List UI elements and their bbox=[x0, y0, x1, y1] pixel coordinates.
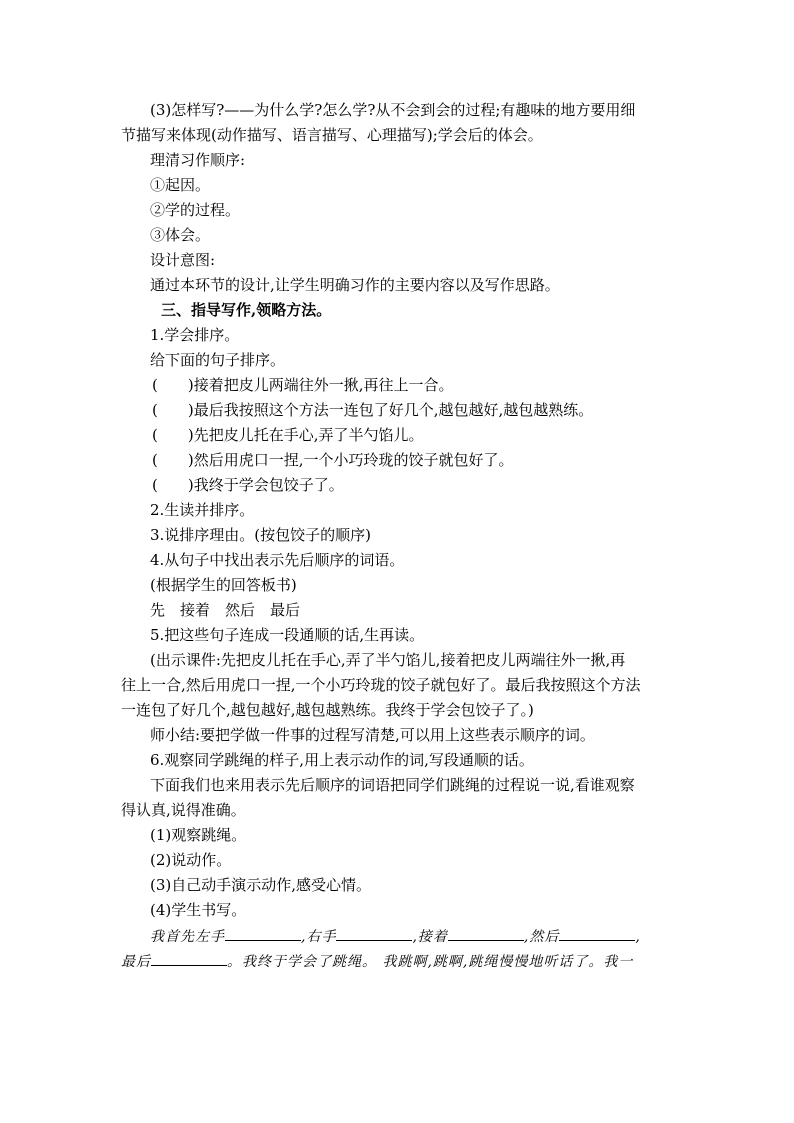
paragraph: 通过本环节的设计,让学生明确习作的主要内容以及写作思路。 bbox=[150, 276, 560, 294]
fill-text: 我首先左手 bbox=[150, 929, 225, 945]
list-item: 3.说排序理由。(按包饺子的顺序) bbox=[150, 526, 372, 544]
list-item: 6.观察同学跳绳的样子,用上表示动作的词,写段通顺的话。 bbox=[150, 751, 534, 769]
sentence-item: ( )接着把皮儿两端往外一揪,再往上一合。 bbox=[152, 376, 454, 394]
sentence-item: ( )我终于学会包饺子了。 bbox=[152, 476, 344, 494]
fill-blank[interactable] bbox=[336, 928, 412, 941]
fill-in-line bbox=[121, 950, 681, 975]
paragraph: 师小结:要把学做一件事的过程写清楚,可以用上这些表示顺序的词。 bbox=[150, 726, 595, 744]
list-item: 1.学会排序。 bbox=[150, 326, 240, 344]
paragraph: 给下面的句子排序。 bbox=[150, 351, 286, 369]
sentence-item: ( )然后用虎口一捏,一个小巧玲珑的饺子就包好了。 bbox=[152, 451, 514, 469]
document-body bbox=[121, 98, 681, 975]
fill-in-line bbox=[121, 925, 681, 950]
section-title: 三、指导写作,领略方法。 bbox=[161, 301, 332, 319]
fill-blank[interactable] bbox=[559, 928, 635, 941]
paragraph: 得认真,说得准确。 bbox=[121, 801, 246, 819]
list-item: ①起因。 bbox=[150, 176, 211, 194]
fill-blank[interactable] bbox=[151, 953, 227, 966]
sentence-item: ( )最后我按照这个方法一连包了好几个,越包越好,越包越熟练。 bbox=[152, 401, 594, 419]
fill-text: 。我终于学会了跳绳。 我跳啊,跳啊,跳绳慢慢地听话了。我一 bbox=[227, 954, 634, 970]
heading: 设计意图: bbox=[150, 251, 216, 269]
list-item: (1)观察跳绳。 bbox=[150, 826, 247, 844]
list-item: (4)学生书写。 bbox=[150, 901, 247, 919]
list-item: (2)说动作。 bbox=[150, 851, 232, 869]
fill-text: ,接着 bbox=[412, 929, 448, 945]
paragraph: (3)怎样写?——为什么学?怎么学?从不会到会的过程;有趣味的地方要用细 bbox=[150, 101, 636, 119]
paragraph: 一连包了好几个,越包越好,越包越熟练。我终于学会包饺子了。) bbox=[121, 701, 534, 719]
heading: 理清习作顺序: bbox=[150, 151, 246, 169]
fill-text: , bbox=[635, 929, 641, 945]
paragraph: (根据学生的回答板书) bbox=[150, 576, 297, 594]
list-item: 2.生读并排序。 bbox=[150, 501, 255, 519]
list-item: ②学的过程。 bbox=[150, 201, 241, 219]
paragraph: 下面我们也来用表示先后顺序的词语把同学们跳绳的过程说一说,看谁观察 bbox=[150, 776, 635, 794]
sentence-item: ( )先把皮儿托在手心,弄了半勺馅儿。 bbox=[152, 426, 424, 444]
fill-text: ,然后 bbox=[523, 929, 560, 945]
fill-text: 最后 bbox=[121, 954, 151, 970]
fill-blank[interactable] bbox=[448, 928, 524, 941]
fill-blank[interactable] bbox=[225, 928, 301, 941]
list-item: 4.从句子中找出表示先后顺序的词语。 bbox=[150, 551, 405, 569]
paragraph: 节描写来体现(动作描写、语言描写、心理描写);学会后的体会。 bbox=[121, 126, 543, 144]
paragraph: 往上一合,然后用虎口一捏,一个小巧玲珑的饺子就包好了。最后我按照这个方法 bbox=[121, 676, 641, 694]
board-words: 先 接着 然后 最后 bbox=[150, 601, 301, 619]
list-item: 5.把这些句子连成一段通顺的话,生再读。 bbox=[150, 626, 425, 644]
paragraph: (出示课件:先把皮儿托在手心,弄了半勺馅儿,接着把皮儿两端往外一揪,再 bbox=[150, 651, 626, 669]
fill-text: ,右手 bbox=[301, 929, 337, 945]
list-item: (3)自己动手演示动作,感受心情。 bbox=[150, 876, 372, 894]
list-item: ③体会。 bbox=[150, 226, 211, 244]
